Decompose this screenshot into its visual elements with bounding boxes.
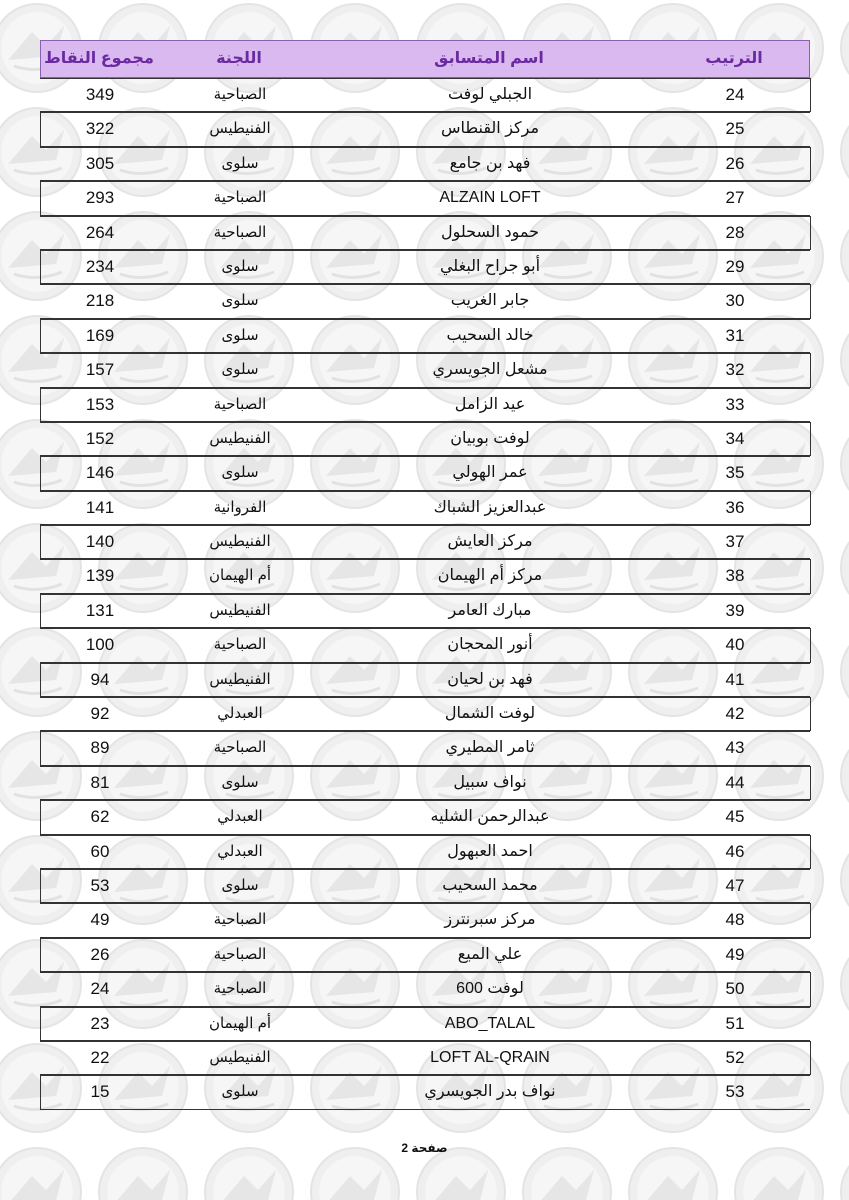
team-cell: الفنيطيس (209, 120, 271, 138)
team-cell: الفنيطيس (209, 670, 271, 688)
table-row (40, 731, 810, 765)
name-cell: LOFT AL-QRAIN (430, 1048, 550, 1066)
rank-cell: 29 (725, 256, 745, 276)
rank-cell: 48 (725, 910, 745, 930)
team-cell: الفنيطيس (209, 429, 271, 447)
team-cell: سلوى (221, 326, 259, 344)
team-cell: سلوى (221, 464, 259, 482)
points-cell: 305 (85, 153, 115, 173)
rank-cell: 43 (725, 738, 745, 758)
name-cell: عيد الزامل (454, 395, 526, 413)
table-row (40, 491, 810, 525)
points-cell: 60 (90, 841, 110, 861)
team-cell: الصباحية (213, 980, 267, 998)
rank-cell: 37 (725, 532, 745, 552)
team-cell: سلوى (221, 361, 259, 379)
table-row (40, 1007, 810, 1041)
points-cell: 152 (85, 428, 115, 448)
team-cell: الفنيطيس (209, 533, 271, 551)
name-cell: مشعل الجويسري (432, 361, 548, 379)
name-cell: ثامر المطيري (445, 739, 535, 757)
team-cell: الفروانية (213, 498, 267, 516)
name-cell: مركز العايش (447, 533, 533, 551)
header-team: اللجنة (216, 50, 262, 67)
team-cell: الصباحية (213, 636, 267, 654)
rank-cell: 44 (725, 772, 745, 792)
points-cell: 26 (90, 944, 110, 964)
rank-cell: 41 (725, 669, 745, 689)
team-cell: سلوى (221, 1083, 259, 1101)
rank-cell: 31 (725, 325, 745, 345)
points-cell: 131 (85, 600, 115, 620)
points-cell: 293 (85, 188, 115, 208)
name-cell: الجبلي لوفت (447, 86, 533, 103)
name-cell: علي الميع (457, 945, 523, 963)
points-cell: 94 (90, 669, 110, 689)
table-row (40, 697, 810, 731)
name-cell: محمد السحيب (442, 876, 538, 894)
table-row (40, 147, 810, 181)
standings-table (40, 40, 810, 1110)
table-row (40, 1075, 810, 1109)
name-cell: فهد بن لحيان (447, 670, 533, 688)
points-cell: 22 (90, 1047, 110, 1067)
rank-cell: 46 (725, 841, 745, 861)
table-row (40, 800, 810, 834)
table-row (40, 456, 810, 490)
name-cell: عمر الهولي (452, 464, 528, 482)
team-cell: سلوى (221, 292, 259, 310)
team-cell: سلوى (221, 257, 259, 275)
name-cell: مركز سبرنترز (444, 911, 536, 929)
name-cell: نواف سبيل (453, 773, 527, 791)
points-cell: 49 (90, 910, 110, 930)
name-cell: مركز أم الهيمان (437, 567, 543, 585)
team-cell: سلوى (221, 154, 259, 172)
points-cell: 146 (85, 463, 115, 483)
rank-cell: 49 (725, 944, 745, 964)
rank-cell: 45 (725, 807, 745, 827)
points-cell: 100 (85, 635, 115, 655)
name-cell: أنور المحجان (447, 636, 533, 654)
table-row (40, 112, 810, 146)
team-cell: الصباحية (213, 911, 267, 929)
rank-cell: 35 (725, 463, 745, 483)
rank-cell: 26 (725, 153, 745, 173)
rank-cell: 27 (725, 188, 745, 208)
table-row (40, 594, 810, 628)
name-cell: حمود السحلول (440, 223, 540, 241)
table-row (40, 972, 810, 1006)
team-cell: سلوى (221, 773, 259, 791)
table-body (40, 78, 810, 1110)
name-cell: مبارك العامر (448, 601, 532, 619)
table-row (40, 319, 810, 353)
name-cell: ALZAIN LOFT (439, 189, 541, 207)
team-cell: الفنيطيس (209, 1048, 271, 1066)
table-row (40, 422, 810, 456)
points-cell: 53 (90, 875, 110, 895)
name-cell: خالد السحيب (446, 326, 534, 344)
points-cell: 81 (90, 772, 110, 792)
table-row (40, 663, 810, 697)
name-cell: فهد بن جامع (449, 154, 531, 172)
table-row (40, 869, 810, 903)
name-cell: لوفت 600 (456, 980, 524, 998)
table-row (40, 216, 810, 250)
table-row (40, 250, 810, 284)
points-cell: 139 (85, 566, 115, 586)
points-cell: 24 (90, 979, 110, 999)
header-name: اسم المتسابق (434, 50, 544, 67)
rank-cell: 52 (725, 1047, 745, 1067)
header-rank: الترتيب (705, 50, 763, 67)
points-cell: 157 (85, 360, 115, 380)
name-cell: نواف بدر الجويسري (424, 1083, 556, 1101)
name-cell: لوفت الشمال (444, 705, 536, 723)
table-row (40, 835, 810, 869)
points-cell: 141 (85, 497, 115, 517)
points-cell: 169 (85, 325, 115, 345)
table-row (40, 78, 810, 112)
rank-cell: 42 (725, 704, 745, 724)
points-cell: 349 (85, 85, 115, 104)
name-cell: لوفت بوبيان (450, 429, 530, 447)
table-row (40, 766, 810, 800)
name-cell: جابر الغريب (450, 292, 530, 310)
table-row (40, 559, 810, 593)
team-cell: العبدلي (217, 705, 263, 723)
name-cell: عبدالعزيز الشباك (433, 498, 547, 516)
team-cell: الصباحية (213, 945, 267, 963)
rank-cell: 47 (725, 875, 745, 895)
table-row (40, 388, 810, 422)
rank-cell: 50 (725, 979, 745, 999)
rank-cell: 24 (725, 85, 745, 104)
points-cell: 218 (85, 291, 115, 311)
table-row (40, 628, 810, 662)
points-cell: 322 (85, 119, 115, 139)
rank-cell: 51 (725, 1013, 745, 1033)
points-cell: 92 (90, 704, 110, 724)
points-cell: 89 (90, 738, 110, 758)
team-cell: سلوى (221, 876, 259, 894)
points-cell: 62 (90, 807, 110, 827)
header-points: مجموع النقاط (44, 50, 154, 67)
name-cell: عبدالرحمن الشليه (430, 808, 550, 826)
table-row (40, 525, 810, 559)
points-cell: 264 (85, 222, 115, 242)
table-row (40, 181, 810, 215)
rank-cell: 40 (725, 635, 745, 655)
points-cell: 140 (85, 532, 115, 552)
rank-cell: 33 (725, 394, 745, 414)
points-cell: 234 (85, 256, 115, 276)
table-row (40, 284, 810, 318)
name-cell: ABO_TALAL (444, 1014, 536, 1032)
team-cell: الصباحية (213, 86, 267, 103)
table-row (40, 353, 810, 387)
points-cell: 153 (85, 394, 115, 414)
team-cell: الصباحية (213, 739, 267, 757)
name-cell: أبو جراح البغلي (439, 257, 541, 275)
table-header (40, 40, 810, 78)
team-cell: الصباحية (213, 395, 267, 413)
team-cell: العبدلي (217, 808, 263, 826)
page-number: صفحة 2 (401, 1141, 448, 1155)
table-row (40, 938, 810, 972)
rank-cell: 39 (725, 600, 745, 620)
team-cell: أم الهيمان (208, 1014, 272, 1032)
team-cell: العبدلي (217, 842, 263, 860)
team-cell: الصباحية (213, 223, 267, 241)
table-row (40, 1041, 810, 1075)
rank-cell: 28 (725, 222, 745, 242)
points-cell: 15 (90, 1082, 110, 1102)
rank-cell: 25 (725, 119, 745, 139)
team-cell: الفنيطيس (209, 601, 271, 619)
rank-cell: 38 (725, 566, 745, 586)
team-cell: الصباحية (213, 189, 267, 207)
rank-cell: 34 (725, 428, 745, 448)
name-cell: مركز القنطاس (440, 120, 540, 138)
table-row (40, 903, 810, 937)
rank-cell: 53 (725, 1082, 745, 1102)
team-cell: أم الهيمان (208, 567, 272, 585)
rank-cell: 30 (725, 291, 745, 311)
points-cell: 23 (90, 1013, 110, 1033)
name-cell: احمد العبهول (447, 842, 533, 860)
rank-cell: 36 (725, 497, 745, 517)
rank-cell: 32 (725, 360, 745, 380)
